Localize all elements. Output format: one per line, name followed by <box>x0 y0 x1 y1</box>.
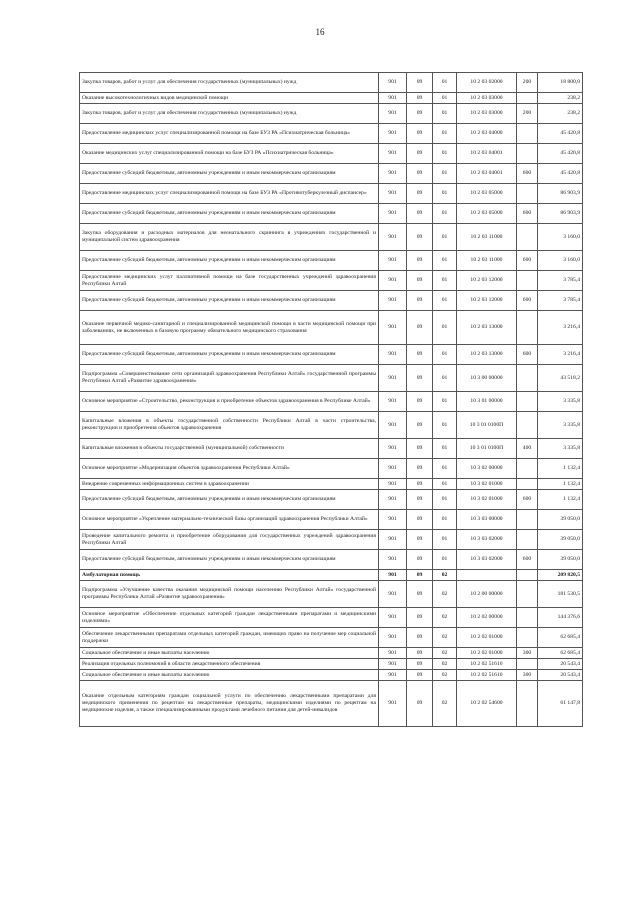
target-article-code: 10 2 03 11000 <box>457 224 517 251</box>
amount: 61 147,8 <box>538 681 583 727</box>
section-code: 09 <box>407 93 433 104</box>
table-row <box>80 479 583 490</box>
target-article-code: 10 2 03 04001 <box>457 164 517 184</box>
amount: 3 785,4 <box>538 291 583 311</box>
table-row <box>80 459 583 479</box>
table-row <box>80 365 583 392</box>
item-name: Реализация отдельных полномочий в области лекарственного обеспечения <box>80 659 379 670</box>
admin-code: 901 <box>379 681 407 727</box>
amount: 62 685,4 <box>538 628 583 648</box>
section-code: 09 <box>407 412 433 439</box>
target-article-code: 10 2 02 01000 <box>457 628 517 648</box>
item-name: Предоставление субсидий бюджетным, автономным учреждениям и иным некоммерческим организациям <box>80 490 379 510</box>
expense-type-code <box>517 681 538 727</box>
subsection-code: 02 <box>433 659 457 670</box>
section-code: 09 <box>407 670 433 681</box>
admin-code: 901 <box>379 93 407 104</box>
subsection-code: 01 <box>433 459 457 479</box>
expense-type-code: 600 <box>517 345 538 365</box>
target-article-code: 10 3 02 01000 <box>457 490 517 510</box>
subsection-code: 01 <box>433 124 457 144</box>
section-code: 09 <box>407 479 433 490</box>
expense-type-code <box>517 459 538 479</box>
item-name: Оказание медицинских услуг специализированной помощи на базе БУЗ РА «Психиатрическая больница» <box>80 144 379 164</box>
table-row <box>80 144 583 164</box>
item-name: Капитальные вложения в объекты государственной собственности Республики Алтай в части строительства, реконструкции и приобретения объектов здравоохранения <box>80 412 379 439</box>
section-code: 09 <box>407 271 433 291</box>
amount: 209 820,5 <box>538 570 583 581</box>
amount: 3 160,0 <box>538 251 583 271</box>
expense-type-code <box>517 311 538 345</box>
table-row <box>80 412 583 439</box>
target-article-code: 10 2 02 54600 <box>457 681 517 727</box>
item-name: Капитальные вложения в объекты государственной (муниципальной) собственности <box>80 439 379 459</box>
item-name: Предоставление медицинских услуг специализированной помощи на базе БУЗ РА «Противотуберкулезный диспансер» <box>80 184 379 204</box>
section-code: 09 <box>407 648 433 659</box>
subsection-code: 01 <box>433 345 457 365</box>
admin-code: 901 <box>379 124 407 144</box>
target-article-code: 10 2 03 13000 <box>457 311 517 345</box>
table-row <box>80 184 583 204</box>
item-name: Основное мероприятие «Укрепление материально-технической базы организаций здравоохранения Республики Алтай» <box>80 510 379 530</box>
expense-type-code <box>517 530 538 550</box>
amount: 39 050,0 <box>538 510 583 530</box>
table-row <box>80 570 583 581</box>
item-name: Предоставление субсидий бюджетным, автономным учреждениям и иным некоммерческим организациям <box>80 204 379 224</box>
subsection-code: 01 <box>433 530 457 550</box>
subsection-code: 01 <box>433 550 457 570</box>
item-name: Предоставление медицинских услуг специализированной помощи на базе БУЗ РА «Психиатрическая больница» <box>80 124 379 144</box>
table-row <box>80 291 583 311</box>
target-article-code: 10 2 03 12000 <box>457 291 517 311</box>
target-article-code: 10 3 01 0100П <box>457 412 517 439</box>
section-code: 09 <box>407 628 433 648</box>
amount: 3 335,8 <box>538 439 583 459</box>
admin-code: 901 <box>379 628 407 648</box>
admin-code: 901 <box>379 365 407 392</box>
target-article-code: 10 3 03 02000 <box>457 530 517 550</box>
amount: 86 903,9 <box>538 204 583 224</box>
expense-type-code: 600 <box>517 251 538 271</box>
budget-table <box>79 72 583 727</box>
section-code: 09 <box>407 251 433 271</box>
target-article-code: 10 3 02 01000 <box>457 479 517 490</box>
amount: 45 420,8 <box>538 144 583 164</box>
expense-type-code <box>517 659 538 670</box>
amount: 3 160,0 <box>538 224 583 251</box>
target-article-code: 10 3 01 0100П <box>457 439 517 459</box>
section-code: 09 <box>407 164 433 184</box>
amount: 45 420,8 <box>538 124 583 144</box>
admin-code: 901 <box>379 251 407 271</box>
target-article-code: 10 2 00 00000 <box>457 581 517 608</box>
page-number: 16 <box>315 27 325 37</box>
section-code: 09 <box>407 365 433 392</box>
item-name: Оказание первичной медико-санитарной и специализированной медицинской помощи в части медицинской помощи при заболеваниях, не включенных в базовую программу обязательного медицинского страхования <box>80 311 379 345</box>
amount: 1 132,4 <box>538 490 583 510</box>
item-name: Основное мероприятие «Строительство, реконструкция и приобретение объектов здравоохранения в Республике Алтай» <box>80 392 379 412</box>
section-code: 09 <box>407 459 433 479</box>
table-row <box>80 392 583 412</box>
admin-code: 901 <box>379 184 407 204</box>
admin-code: 901 <box>379 164 407 184</box>
item-name: Основное мероприятие «Обеспечение отдельных категорий граждан лекарственными препаратами и медицинскими изделиями» <box>80 608 379 628</box>
target-article-code: 10 2 03 12000 <box>457 271 517 291</box>
subsection-code: 01 <box>433 184 457 204</box>
subsection-code: 01 <box>433 164 457 184</box>
target-article-code: 10 2 03 11000 <box>457 251 517 271</box>
subsection-code: 02 <box>433 670 457 681</box>
item-name: Закупка товаров, работ и услуг для обеспечения государственных (муниципальных) нужд <box>80 73 379 93</box>
amount: 3 216,4 <box>538 311 583 345</box>
table-row <box>80 659 583 670</box>
item-name: Предоставление субсидий бюджетным, автономным учреждениям и иным некоммерческим организациям <box>80 164 379 184</box>
target-article-code: 10 2 03 02000 <box>457 73 517 93</box>
subsection-code: 01 <box>433 291 457 311</box>
subsection-code: 01 <box>433 412 457 439</box>
section-code: 09 <box>407 681 433 727</box>
amount: 3 216,4 <box>538 345 583 365</box>
subsection-code: 01 <box>433 311 457 345</box>
item-name: Внедрение современных информационных систем в здравоохранении <box>80 479 379 490</box>
item-name: Социальное обеспечение и иные выплаты населению <box>80 670 379 681</box>
target-article-code: 10 2 03 04001 <box>457 144 517 164</box>
expense-type-code: 300 <box>517 648 538 659</box>
item-name: Предоставление субсидий бюджетным, автономным учреждениям и иным некоммерческим организациям <box>80 550 379 570</box>
expense-type-code <box>517 510 538 530</box>
admin-code: 901 <box>379 648 407 659</box>
admin-code: 901 <box>379 271 407 291</box>
subsection-code: 01 <box>433 224 457 251</box>
amount: 238,2 <box>538 104 583 124</box>
section-code: 09 <box>407 581 433 608</box>
subsection-code: 01 <box>433 510 457 530</box>
expense-type-code: 600 <box>517 204 538 224</box>
table-row <box>80 510 583 530</box>
table-row <box>80 345 583 365</box>
section-code: 09 <box>407 144 433 164</box>
item-name: Предоставление субсидий бюджетным, автономным учреждениям и иным некоммерческим организациям <box>80 345 379 365</box>
expense-type-code <box>517 479 538 490</box>
item-name: Социальное обеспечение и иные выплаты населению <box>80 648 379 659</box>
section-code: 09 <box>407 510 433 530</box>
table-row <box>80 164 583 184</box>
item-name: Подпрограмма «Совершенствование сети организаций здравоохранения Республики Алтай» государственной программы Республики Алтай «Развитие здравоохранения» <box>80 365 379 392</box>
table-row <box>80 124 583 144</box>
item-name: Закупка товаров, работ и услуг для обеспечения государственных (муниципальных) нужд <box>80 104 379 124</box>
expense-type-code <box>517 628 538 648</box>
amount: 45 420,8 <box>538 164 583 184</box>
amount: 3 785,4 <box>538 271 583 291</box>
item-name: Предоставление субсидий бюджетным, автономным учреждениям и иным некоммерческим организациям <box>80 291 379 311</box>
expense-type-code: 200 <box>517 73 538 93</box>
expense-type-code <box>517 412 538 439</box>
target-article-code: 10 2 02 00000 <box>457 608 517 628</box>
admin-code: 901 <box>379 412 407 439</box>
subsection-code: 01 <box>433 392 457 412</box>
amount: 3 335,8 <box>538 392 583 412</box>
item-name: Оказание отдельным категориям граждан социальной услуги по обеспечению лекарственными препаратами для медицинского применения по рецептам на лекарственные препараты, медицинскими изделиями по рецептам на медицинские изделия, а также специализированными продуктами лечебного питания для детей-инвалидов <box>80 681 379 727</box>
admin-code: 901 <box>379 510 407 530</box>
expense-type-code <box>517 581 538 608</box>
section-code: 09 <box>407 439 433 459</box>
amount: 20 543,4 <box>538 659 583 670</box>
section-code: 09 <box>407 291 433 311</box>
expense-type-code <box>517 570 538 581</box>
section-code: 09 <box>407 224 433 251</box>
target-article-code: 10 2 03 03000 <box>457 93 517 104</box>
expense-type-code <box>517 93 538 104</box>
table-row <box>80 73 583 93</box>
item-name: Оказание высокотехнологичных видов медицинской помощи <box>80 93 379 104</box>
admin-code: 901 <box>379 670 407 681</box>
amount: 39 050,0 <box>538 530 583 550</box>
admin-code: 901 <box>379 459 407 479</box>
item-name: Подпрограмма «Улучшение качества оказания медицинской помощи населению Республики Алтай» государственной программы Республики Алтай «Развитие здравоохранения» <box>80 581 379 608</box>
amount: 238,2 <box>538 93 583 104</box>
item-name: Амбулаторная помощь <box>80 570 379 581</box>
admin-code: 901 <box>379 439 407 459</box>
table-row <box>80 311 583 345</box>
table-row <box>80 670 583 681</box>
item-name: Предоставление медицинских услуг паллиативной помощи на базе государственных учреждений здравоохранения Республики Алтай <box>80 271 379 291</box>
table-row <box>80 608 583 628</box>
expense-type-code: 300 <box>517 670 538 681</box>
subsection-code: 02 <box>433 628 457 648</box>
section-code: 09 <box>407 392 433 412</box>
table-row <box>80 530 583 550</box>
target-article-code: 10 3 02 00000 <box>457 459 517 479</box>
table-row <box>80 251 583 271</box>
subsection-code: 01 <box>433 251 457 271</box>
expense-type-code: 600 <box>517 490 538 510</box>
admin-code: 901 <box>379 581 407 608</box>
expense-type-code <box>517 392 538 412</box>
section-code: 09 <box>407 345 433 365</box>
subsection-code: 01 <box>433 144 457 164</box>
table-row <box>80 581 583 608</box>
admin-code: 901 <box>379 291 407 311</box>
admin-code: 901 <box>379 659 407 670</box>
admin-code: 901 <box>379 204 407 224</box>
target-article-code: 10 3 03 00000 <box>457 510 517 530</box>
section-code: 09 <box>407 184 433 204</box>
target-article-code: 10 2 03 03000 <box>457 104 517 124</box>
expense-type-code <box>517 365 538 392</box>
amount: 86 903,9 <box>538 184 583 204</box>
section-code: 09 <box>407 490 433 510</box>
expense-type-code: 200 <box>517 104 538 124</box>
expense-type-code <box>517 271 538 291</box>
admin-code: 901 <box>379 73 407 93</box>
admin-code: 901 <box>379 479 407 490</box>
amount: 181 530,5 <box>538 581 583 608</box>
subsection-code: 02 <box>433 681 457 727</box>
admin-code: 901 <box>379 144 407 164</box>
amount: 39 050,0 <box>538 550 583 570</box>
subsection-code: 01 <box>433 365 457 392</box>
section-code: 09 <box>407 570 433 581</box>
subsection-code: 01 <box>433 93 457 104</box>
amount: 20 543,4 <box>538 670 583 681</box>
table-row <box>80 224 583 251</box>
subsection-code: 02 <box>433 581 457 608</box>
section-code: 09 <box>407 530 433 550</box>
admin-code: 901 <box>379 608 407 628</box>
target-article-code: 10 2 03 13000 <box>457 345 517 365</box>
section-code: 09 <box>407 311 433 345</box>
item-name: Закупка оборудования и расходных материалов для неонатального скрининга в учреждениях государственной и муниципальной систем здравоохранения <box>80 224 379 251</box>
section-code: 09 <box>407 124 433 144</box>
admin-code: 901 <box>379 224 407 251</box>
amount: 43 518,2 <box>538 365 583 392</box>
admin-code: 901 <box>379 311 407 345</box>
section-code: 09 <box>407 204 433 224</box>
table-row <box>80 681 583 727</box>
expense-type-code <box>517 184 538 204</box>
admin-code: 901 <box>379 570 407 581</box>
admin-code: 901 <box>379 490 407 510</box>
admin-code: 901 <box>379 530 407 550</box>
subsection-code: 01 <box>433 439 457 459</box>
table-row <box>80 550 583 570</box>
subsection-code: 01 <box>433 104 457 124</box>
amount: 1 132,4 <box>538 479 583 490</box>
table-row <box>80 204 583 224</box>
item-name: Проведение капитального ремонта и приобретение оборудования для государственных учреждений здравоохранения Республики Алтай <box>80 530 379 550</box>
subsection-code: 02 <box>433 648 457 659</box>
subsection-code: 01 <box>433 479 457 490</box>
subsection-code: 01 <box>433 204 457 224</box>
amount: 144 376,6 <box>538 608 583 628</box>
expense-type-code: 600 <box>517 550 538 570</box>
expense-type-code: 400 <box>517 439 538 459</box>
admin-code: 901 <box>379 104 407 124</box>
expense-type-code <box>517 608 538 628</box>
subsection-code: 02 <box>433 570 457 581</box>
table-row <box>80 104 583 124</box>
target-article-code: 10 2 02 51610 <box>457 670 517 681</box>
target-article-code: 10 2 02 01000 <box>457 648 517 659</box>
item-name: Обеспечение лекарственными препаратами отдельных категорий граждан, имеющих право на получение мер социальной поддержки <box>80 628 379 648</box>
amount: 1 132,4 <box>538 459 583 479</box>
section-code: 09 <box>407 73 433 93</box>
admin-code: 901 <box>379 345 407 365</box>
table-row <box>80 439 583 459</box>
expense-type-code: 600 <box>517 291 538 311</box>
target-article-code: 10 3 01 00000 <box>457 392 517 412</box>
target-article-code: 10 2 02 51610 <box>457 659 517 670</box>
admin-code: 901 <box>379 550 407 570</box>
table-row <box>80 271 583 291</box>
amount: 62 685,4 <box>538 648 583 659</box>
subsection-code: 01 <box>433 490 457 510</box>
table-row <box>80 628 583 648</box>
subsection-code: 02 <box>433 608 457 628</box>
section-code: 09 <box>407 659 433 670</box>
item-name: Основное мероприятие «Модернизация объектов здравоохранения Республики Алтай» <box>80 459 379 479</box>
expense-type-code: 600 <box>517 164 538 184</box>
section-code: 09 <box>407 104 433 124</box>
expense-type-code <box>517 224 538 251</box>
section-code: 09 <box>407 608 433 628</box>
item-name: Предоставление субсидий бюджетным, автономным учреждениям и иным некоммерческим организациям <box>80 251 379 271</box>
expense-type-code <box>517 124 538 144</box>
subsection-code: 01 <box>433 271 457 291</box>
target-article-code: 10 3 00 00000 <box>457 365 517 392</box>
target-article-code: 10 2 03 05000 <box>457 204 517 224</box>
target-article-code: 10 2 03 04000 <box>457 124 517 144</box>
subsection-code: 01 <box>433 73 457 93</box>
expense-type-code <box>517 144 538 164</box>
amount: 3 335,8 <box>538 412 583 439</box>
admin-code: 901 <box>379 392 407 412</box>
target-article-code <box>457 570 517 581</box>
amount: 18 800,0 <box>538 73 583 93</box>
section-code: 09 <box>407 550 433 570</box>
table-row <box>80 490 583 510</box>
target-article-code: 10 3 03 02000 <box>457 550 517 570</box>
table-row <box>80 93 583 104</box>
table-row <box>80 648 583 659</box>
target-article-code: 10 2 03 05000 <box>457 184 517 204</box>
